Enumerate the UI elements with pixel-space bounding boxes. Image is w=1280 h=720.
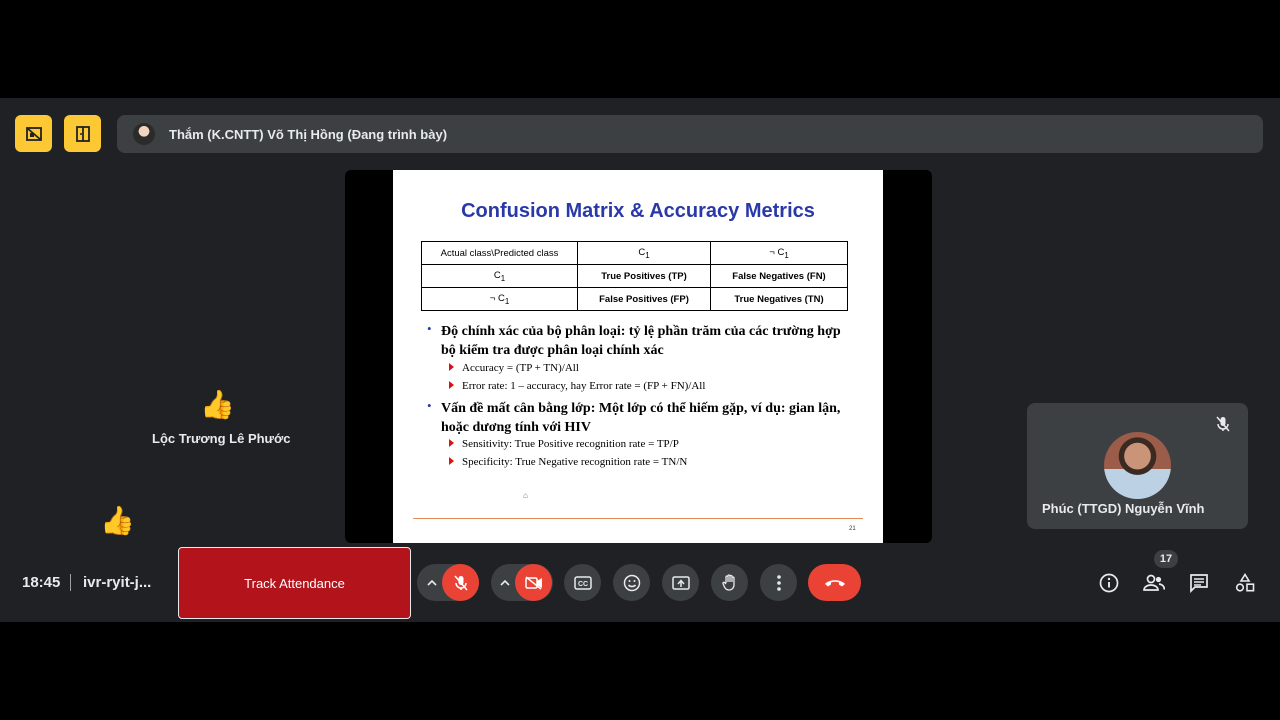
raise-hand-button[interactable] bbox=[711, 564, 748, 601]
participant-avatar bbox=[1104, 432, 1171, 499]
chevron-up-icon[interactable] bbox=[498, 576, 512, 590]
bullet-dot-icon: • bbox=[427, 321, 432, 336]
subscript: 1 bbox=[500, 273, 506, 283]
participant-count-badge: 17 bbox=[1154, 550, 1178, 568]
arrow-bullet-icon bbox=[449, 457, 454, 465]
table-cell-text: C bbox=[638, 246, 646, 258]
mic-off-icon bbox=[1213, 414, 1233, 434]
chevron-up-icon[interactable] bbox=[425, 576, 439, 590]
hide-self-view-icon[interactable] bbox=[15, 115, 52, 152]
clock-time: 18:45 bbox=[22, 574, 61, 591]
leave-call-button[interactable] bbox=[808, 564, 861, 601]
hand-icon bbox=[722, 574, 738, 592]
table-cell-text: ¬ C bbox=[769, 246, 785, 258]
thumbs-up-reaction-icon: 👍 bbox=[100, 505, 135, 536]
table-cell: False Positives (FP) bbox=[578, 288, 711, 311]
slide-page-number: 21 bbox=[849, 526, 856, 532]
camera-off-button[interactable] bbox=[515, 564, 552, 601]
subscript: 1 bbox=[784, 250, 789, 260]
present-screen-button[interactable] bbox=[662, 564, 699, 601]
slide-title: Confusion Matrix & Accuracy Metrics bbox=[461, 200, 815, 222]
breakout-rooms-icon[interactable] bbox=[64, 115, 101, 152]
meet-window bbox=[0, 98, 1280, 622]
table-cell: True Positives (TP) bbox=[578, 265, 711, 288]
confusion-matrix-table bbox=[421, 241, 848, 311]
track-attendance-button[interactable]: Track Attendance bbox=[178, 547, 411, 619]
present-icon bbox=[672, 576, 690, 590]
presenter-avatar bbox=[133, 123, 155, 145]
table-row bbox=[422, 288, 848, 311]
bullet-text: Độ chính xác của bộ phân loại: tỷ lệ phần trăm của các trường hợp bộ kiểm tra được phân loại chính xác bbox=[441, 324, 841, 358]
captions-icon bbox=[574, 576, 592, 590]
table-cell bbox=[711, 242, 848, 265]
camera-off-icon bbox=[525, 576, 543, 590]
bullet-text: Vấn đề mất cân bằng lớp: Một lớp có thể hiếm gặp, ví dụ: gian lận, hoặc dương tính với HIV bbox=[441, 401, 841, 435]
table-cell bbox=[578, 242, 711, 265]
table-cell: True Negatives (TN) bbox=[711, 288, 848, 311]
presenter-bar[interactable] bbox=[117, 115, 1263, 153]
sub-bullet-text: Sensitivity: True Positive recognition rate = TP/P bbox=[462, 438, 679, 450]
arrow-bullet-icon bbox=[449, 439, 454, 447]
meeting-code: ivr-ryit-j... bbox=[83, 574, 152, 591]
people-icon[interactable] bbox=[1142, 571, 1166, 595]
sub-bullet-text: Specificity: True Negative recognition rate = TN/N bbox=[462, 456, 688, 468]
table-cell-text: C bbox=[493, 269, 501, 281]
mic-off-icon bbox=[454, 575, 468, 591]
slide-footer-line bbox=[413, 518, 863, 519]
sub-bullet bbox=[449, 380, 705, 392]
table-cell-text: ¬ C bbox=[489, 292, 505, 304]
mouse-cursor-icon: ⌂ bbox=[523, 491, 528, 500]
activities-icon[interactable] bbox=[1233, 571, 1257, 595]
sub-bullet-text: Error rate: 1 – accuracy, hay Error rate = (FP + FN)/All bbox=[462, 380, 706, 392]
emoji-reaction-button[interactable] bbox=[613, 564, 650, 601]
presentation-stage[interactable] bbox=[345, 170, 932, 543]
smiley-icon bbox=[623, 574, 641, 592]
table-cell bbox=[422, 288, 578, 311]
subscript: 1 bbox=[645, 250, 650, 260]
table-cell: False Negatives (FN) bbox=[711, 265, 848, 288]
sub-bullet bbox=[449, 362, 579, 374]
chat-icon[interactable] bbox=[1187, 571, 1211, 595]
presenter-name: Thắm (K.CNTT) Võ Thị Hồng (Đang trình bày) bbox=[169, 126, 448, 142]
captions-label: CC bbox=[577, 580, 588, 588]
bullet-dot-icon: • bbox=[427, 398, 432, 413]
sub-bullet bbox=[449, 438, 679, 450]
mic-off-button[interactable] bbox=[442, 564, 479, 601]
meeting-info-icon[interactable] bbox=[1097, 571, 1121, 595]
table-row bbox=[422, 265, 848, 288]
arrow-bullet-icon bbox=[449, 363, 454, 371]
bullet-item bbox=[427, 322, 847, 360]
participant-tile[interactable] bbox=[1027, 403, 1248, 529]
table-row bbox=[422, 242, 848, 265]
table-cell bbox=[422, 265, 578, 288]
sub-bullet bbox=[449, 456, 687, 468]
captions-button[interactable] bbox=[564, 564, 601, 601]
phone-hangup-icon bbox=[824, 578, 846, 588]
slide bbox=[393, 170, 883, 543]
participant-name: Phúc (TTGD) Nguyễn Vĩnh bbox=[1042, 501, 1205, 516]
thumbs-up-reaction-icon: 👍 bbox=[200, 389, 235, 420]
participant-name: Lộc Trương Lê Phước bbox=[152, 431, 291, 446]
divider bbox=[70, 574, 71, 591]
bullet-item bbox=[427, 399, 847, 437]
sub-bullet-text: Accuracy = (TP + TN)/All bbox=[462, 362, 579, 374]
arrow-bullet-icon bbox=[449, 381, 454, 389]
subscript: 1 bbox=[504, 296, 510, 306]
more-options-button[interactable] bbox=[760, 564, 797, 601]
table-cell: Actual class\Predicted class bbox=[422, 242, 578, 265]
more-vert-icon bbox=[777, 575, 781, 591]
